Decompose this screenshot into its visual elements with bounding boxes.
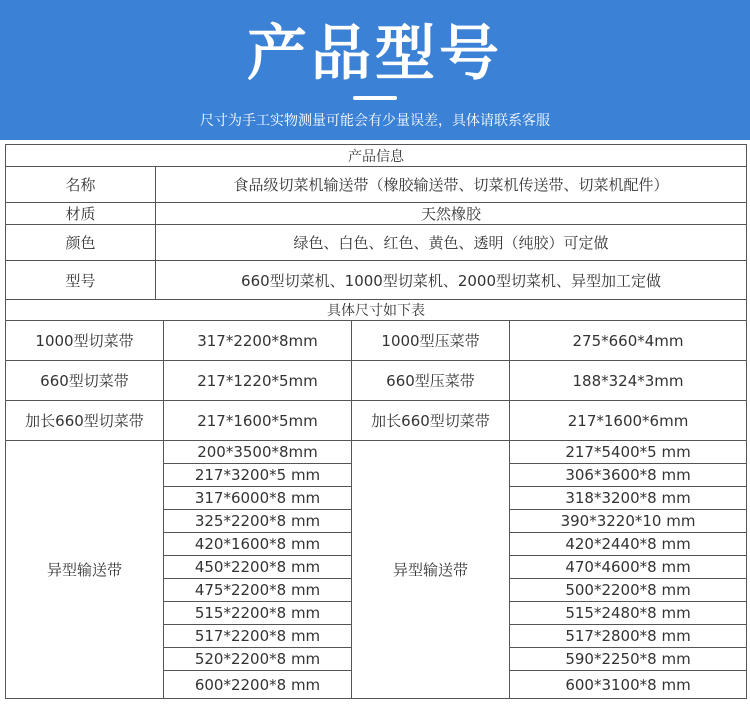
info-label: 名称 xyxy=(6,167,156,203)
size-name-cell: 660型切菜带 xyxy=(6,361,164,401)
info-value: 食品级切菜机输送带（橡胶输送带、切菜机传送带、切菜机配件） xyxy=(156,167,747,203)
odd-shape-label-right: 异型输送带 xyxy=(352,441,510,699)
size-name-cell: 加长660型切菜带 xyxy=(352,401,510,441)
odd-size-cell: 470*4600*8 mm xyxy=(510,556,747,579)
spec-sheet xyxy=(0,140,750,728)
size-name-cell: 660型压菜带 xyxy=(352,361,510,401)
odd-size-cell: 420*1600*8 mm xyxy=(164,533,352,556)
odd-size-cell: 520*2200*8 mm xyxy=(164,648,352,671)
odd-size-cell: 515*2480*8 mm xyxy=(510,602,747,625)
size-value-cell: 217*1600*5mm xyxy=(164,401,352,441)
odd-size-cell: 318*3200*8 mm xyxy=(510,487,747,510)
size-value-cell: 275*660*4mm xyxy=(510,321,747,361)
odd-size-cell: 317*6000*8 mm xyxy=(164,487,352,510)
info-label: 型号 xyxy=(6,261,156,300)
info-value: 绿色、白色、红色、黄色、透明（纯胶）可定做 xyxy=(156,225,747,261)
title-underline xyxy=(353,96,397,100)
size-name-cell: 1000型压菜带 xyxy=(352,321,510,361)
size-value-cell: 188*324*3mm xyxy=(510,361,747,401)
info-value: 660型切菜机、1000型切菜机、2000型切菜机、异型加工定做 xyxy=(156,261,747,300)
odd-size-cell: 450*2200*8 mm xyxy=(164,556,352,579)
odd-size-cell: 217*5400*5 mm xyxy=(510,441,747,464)
page-subtitle: 尺寸为手工实物测量可能会有少量误差，具体请联系客服 xyxy=(200,113,550,129)
size-name-cell: 加长660型切菜带 xyxy=(6,401,164,441)
size-value-cell: 217*1600*6mm xyxy=(510,401,747,441)
odd-size-cell: 590*2250*8 mm xyxy=(510,648,747,671)
odd-size-cell: 217*3200*5 mm xyxy=(164,464,352,487)
odd-size-cell: 517*2200*8 mm xyxy=(164,625,352,648)
odd-size-cell: 420*2440*8 mm xyxy=(510,533,747,556)
odd-size-cell: 600*2200*8 mm xyxy=(164,671,352,699)
size-name-cell: 1000型切菜带 xyxy=(6,321,164,361)
odd-shape-label-left: 异型输送带 xyxy=(6,441,164,699)
size-section-header: 具体尺寸如下表 xyxy=(6,300,747,321)
size-value-cell: 217*1220*5mm xyxy=(164,361,352,401)
info-label: 颜色 xyxy=(6,225,156,261)
spec-table xyxy=(5,144,747,699)
odd-size-cell: 600*3100*8 mm xyxy=(510,671,747,699)
odd-size-cell: 517*2800*8 mm xyxy=(510,625,747,648)
info-value: 天然橡胶 xyxy=(156,203,747,225)
odd-size-cell: 390*3220*10 mm xyxy=(510,510,747,533)
odd-size-cell: 515*2200*8 mm xyxy=(164,602,352,625)
info-section-header: 产品信息 xyxy=(6,145,747,167)
header-banner xyxy=(0,0,750,140)
info-label: 材质 xyxy=(6,203,156,225)
odd-size-cell: 306*3600*8 mm xyxy=(510,464,747,487)
odd-size-cell: 200*3500*8mm xyxy=(164,441,352,464)
size-value-cell: 317*2200*8mm xyxy=(164,321,352,361)
odd-size-cell: 475*2200*8 mm xyxy=(164,579,352,602)
page-title: 产品型号 xyxy=(247,19,503,89)
odd-size-cell: 500*2200*8 mm xyxy=(510,579,747,602)
odd-size-cell: 325*2200*8 mm xyxy=(164,510,352,533)
